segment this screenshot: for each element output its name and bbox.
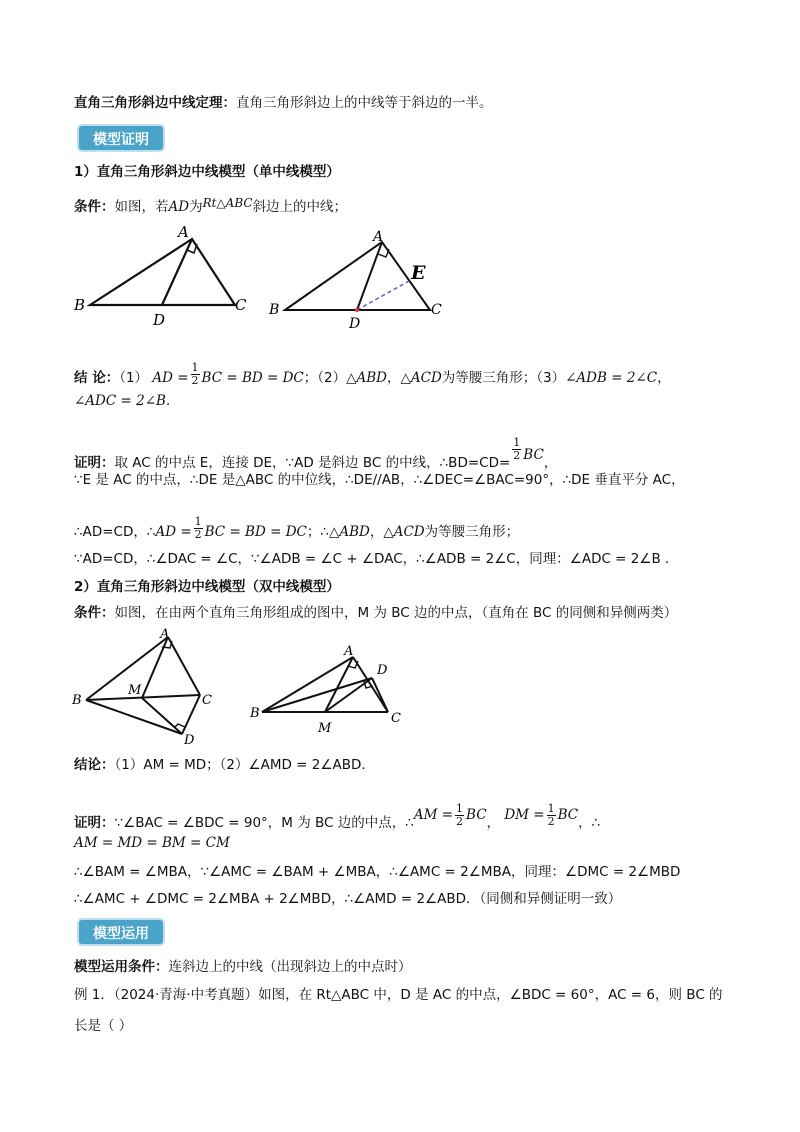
label-c: C xyxy=(235,296,247,314)
fraction-den: 2 xyxy=(191,374,199,387)
sep: ， xyxy=(386,370,401,386)
label-b: B xyxy=(269,302,280,318)
label-b: B xyxy=(250,706,260,721)
label-a: A xyxy=(373,229,384,245)
usage-condition-label: 模型运用条件： xyxy=(74,959,169,975)
proof-text-1: 取 AC 的中点 E，连接 DE，∵AD 是斜边 BC 的中线，∴BD=CD= xyxy=(114,455,511,471)
fraction-num: 1 xyxy=(547,802,555,815)
model1-condition xyxy=(74,193,734,217)
angle-adb: ∠ADB = 2∠C xyxy=(565,370,658,386)
model1-proof-line-4: ∵AD=CD，∴∠DAC = ∠C，∵∠ADB = ∠C + ∠DAC，∴∠ADB = 2∠C，同理：∠ADC = 2∠B ． xyxy=(74,551,679,567)
half-fraction xyxy=(194,516,203,541)
period: ． xyxy=(165,393,180,409)
condition-rt: Rt△ABC xyxy=(202,196,253,210)
model2-proof-line-3: ∴∠BAM = ∠MBA，∵∠AMC = ∠BAM + ∠MBA，∴∠AMC = 2∠MBA，同理：∠DMC = 2∠MBD xyxy=(74,864,681,880)
label-d: D xyxy=(184,733,195,748)
usage-condition-text: 连斜边上的中线（出现斜边上的中点时） xyxy=(168,959,412,975)
fraction-den: 2 xyxy=(513,449,521,462)
comma: ， xyxy=(486,815,501,831)
half-fraction xyxy=(547,803,556,828)
condition-text-c: 斜边上的中线； xyxy=(252,199,348,215)
bc-text: BC xyxy=(557,807,579,823)
conclusion-item-2: ；（2） xyxy=(303,370,347,386)
label-b: B xyxy=(72,693,82,708)
bd-dc-eq: = BD = DC xyxy=(229,524,307,540)
model2-proof-line-4: ∴∠AMC + ∠DMC = 2∠MBA + 2∠MBD，∴∠AMD = 2∠ABD．（同侧和异侧证明一致） xyxy=(74,891,622,907)
angle-adc: ∠ADC = 2∠B xyxy=(74,393,166,409)
model1-proof-line-1 xyxy=(74,437,734,473)
proof-text-1a: ∵∠BAC = ∠BDC = 90°，M 为 BC 边的中点，∴ xyxy=(114,815,414,831)
fraction-den: 2 xyxy=(456,815,464,828)
model2-proof-line-2: AM = MD = BM = CM xyxy=(74,835,230,851)
proof-label: 证明： xyxy=(74,455,115,471)
half-fraction xyxy=(191,362,200,387)
conclusion-label: 结论： xyxy=(74,757,115,773)
condition-ad: AD xyxy=(168,199,190,215)
triangle-abd: △ABD xyxy=(328,524,370,540)
label-c: C xyxy=(391,711,401,726)
theorem-line xyxy=(74,93,734,113)
figure-single-median-proof xyxy=(265,225,465,335)
fraction-den: 2 xyxy=(547,815,555,828)
figure-double-median-opposite xyxy=(70,628,230,748)
triangle-acd: △ACD xyxy=(383,524,425,540)
label-m: M xyxy=(128,683,142,698)
proof-text-3b: ；∴ xyxy=(306,524,329,540)
fraction-num: 1 xyxy=(194,515,202,528)
dm-eq: DM = xyxy=(504,807,545,823)
bc-text: BC xyxy=(204,524,226,540)
model1-conclusion-cont xyxy=(74,391,734,411)
fraction-num: 1 xyxy=(456,802,464,815)
proof-tail: ， xyxy=(543,455,558,471)
condition-label: 条件： xyxy=(74,605,115,621)
therefore: ，∴ xyxy=(578,815,601,831)
label-c: C xyxy=(431,302,442,318)
model2-condition xyxy=(74,603,734,623)
point-d-marker xyxy=(355,308,359,312)
model2-conclusion xyxy=(74,755,734,775)
condition-text-b: 为 xyxy=(189,199,203,215)
isosceles-text: 为等腰三角形；（3） xyxy=(441,370,566,386)
label-a: A xyxy=(344,644,354,659)
am-eq: AM = xyxy=(413,807,454,823)
triangle-acd: △ACD xyxy=(400,370,442,386)
condition-text-a: 如图，若 xyxy=(114,199,169,215)
fraction-num: 1 xyxy=(513,436,521,449)
conclusion-label: 结 论： xyxy=(74,370,120,386)
example-1-line-1: 例 1．（2024·青海·中考真题）如图，在 Rt△ABC 中，D 是 AC 的中点，∠BDC = 60°，AC = 6，则 BC 的 xyxy=(74,987,723,1003)
bc-text: BC xyxy=(523,447,544,463)
theorem-title: 直角三角形斜边中线定理： xyxy=(74,95,236,111)
figure-single-median xyxy=(70,222,260,332)
fraction-den: 2 xyxy=(194,528,202,541)
label-c: C xyxy=(202,693,212,708)
sep: ， xyxy=(369,524,384,540)
half-fraction xyxy=(455,803,464,828)
label-d: D xyxy=(377,663,388,678)
model-usage-badge: 模型运用 xyxy=(77,918,165,946)
model1-conclusion xyxy=(74,362,734,388)
sep: ， xyxy=(657,370,671,386)
half-fraction xyxy=(512,437,521,462)
example-1-line-2: 长是（ ） xyxy=(74,1018,133,1034)
condition-text: 如图，在由两个直角三角形组成的图中，M 为 BC 边的中点，（直角在 BC 的同侧和异侧两类） xyxy=(114,605,678,621)
label-a: A xyxy=(160,627,170,642)
model-proof-badge: 模型证明 xyxy=(77,124,165,152)
model2-proof-line-1 xyxy=(74,803,734,833)
conclusion-text: （1）AM = MD；（2）∠AMD = 2∠ABD． xyxy=(114,757,375,773)
label-d: D xyxy=(153,311,166,329)
label-a: A xyxy=(178,223,189,241)
proof-label: 证明： xyxy=(74,815,115,831)
condition-label: 条件： xyxy=(74,199,115,215)
fraction-num: 1 xyxy=(191,361,199,374)
bd-dc-eq: = BD = DC xyxy=(226,370,304,386)
model2-heading: 2）直角三角形斜边中线模型（双中线模型） xyxy=(74,579,340,595)
ad-eq: AD = xyxy=(152,370,189,386)
ad-eq: AD = xyxy=(155,524,192,540)
label-e: E xyxy=(411,262,426,284)
bc-text: BC xyxy=(201,370,223,386)
model1-proof-line-2: ∵E 是 AC 的中点，∴DE 是△ABC 的中位线，∴DE//AB，∴∠DEC=∠BAC=90°，∴DE 垂直平分 AC， xyxy=(74,472,685,488)
proof-text-3a: ∴AD=CD，∴ xyxy=(74,524,156,540)
proof-text-3c: 为等腰三角形； xyxy=(424,524,520,540)
bc-text: BC xyxy=(466,807,487,823)
model1-heading: 1）直角三角形斜边中线模型（单中线模型） xyxy=(74,164,340,180)
figure-double-median-same xyxy=(248,640,418,740)
label-b: B xyxy=(74,296,86,314)
label-m: M xyxy=(318,721,332,736)
model1-proof-line-3 xyxy=(74,516,734,542)
label-d: D xyxy=(349,316,361,332)
usage-condition xyxy=(74,957,734,977)
conclusion-item-1: （1） xyxy=(119,370,149,386)
theorem-body: 直角三角形斜边上的中线等于斜边的一半。 xyxy=(236,95,493,111)
dashed-de xyxy=(357,281,409,310)
triangle-abd: △ABD xyxy=(346,370,387,386)
